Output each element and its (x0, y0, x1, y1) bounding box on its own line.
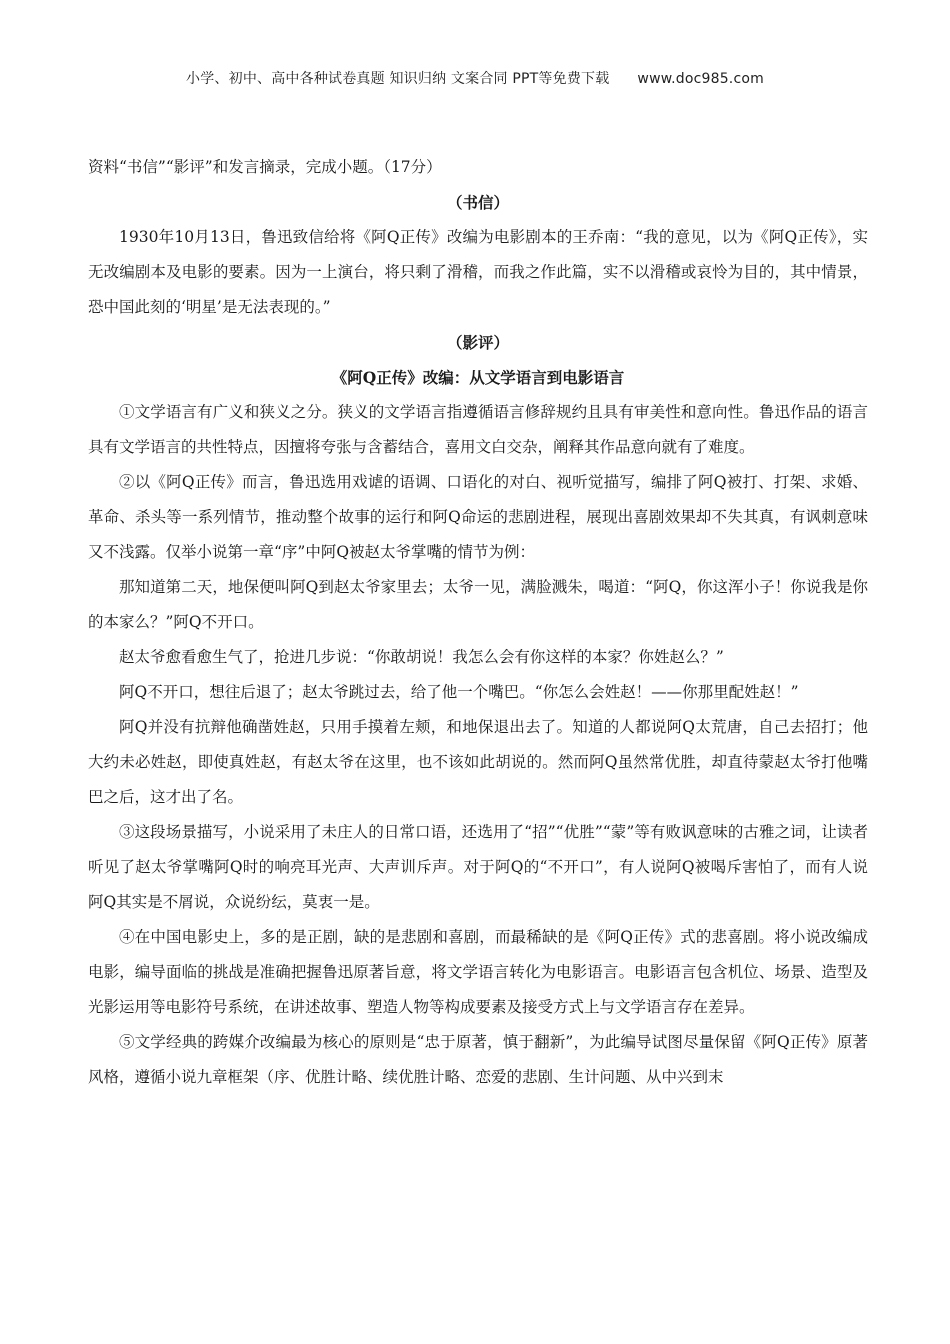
document-body (88, 150, 868, 1095)
review-paragraph-3: ③这段场景描写，小说采用了未庄人的日常口语，还选用了“招”“优胜”“蒙”等有败讽意味的古雅之词，让读者听见了赵太爷掌嘴阿Q时的响亮耳光声、大声训斥声。对于阿Q的“不开口”，有人说阿Q被喝斥害怕了，而有人说阿Q其实是不屑说，众说纷纭，莫衷一是。 (88, 823, 868, 911)
review-title: 《阿Q正传》改编：从文学语言到电影语言 (331, 368, 625, 387)
review-paragraph-4: ④在中国电影史上，多的是正剧，缺的是悲剧和喜剧，而最稀缺的是《阿Q正传》式的悲喜剧。将小说改编成电影，编导面临的挑战是准确把握鲁迅原著旨意，将文学语言转化为电影语言。电影语言包含机位、场景、造型及光影运用等电影符号系统，在讲述故事、塑造人物等构成要素及接受方式上与文学语言存在差异。 (88, 928, 868, 1016)
question-intro: 资料“书信”“影评”和发言摘录，完成小题。（17分） (88, 158, 442, 176)
quote-paragraph-4: 阿Q并没有抗辩他确凿姓赵，只用手摸着左颊，和地保退出去了。知道的人都说阿Q太荒唐，自己去招打；他大约未必姓赵，即使真姓赵，有赵太爷在这里，也不该如此胡说的。然而阿Q虽然常优胜，却直待蒙赵太爷打他嘴巴之后，这才出了名。 (88, 718, 868, 806)
page-header (0, 68, 950, 88)
letter-text: 1930年10月13日，鲁迅致信给将《阿Q正传》改编为电影剧本的王乔南：“我的意见，以为《阿Q正传》，实无改编剧本及电影的要素。因为一上演台，将只剩了滑稽，而我之作此篇，实不以滑稽或哀怜为目的，其中情景，恐中国此刻的‘明星’是无法表现的。” (88, 228, 868, 316)
review-paragraph-2: ②以《阿Q正传》而言，鲁迅选用戏谑的语调、口语化的对白、视听觉描写，编排了阿Q被打、打架、求婚、革命、杀头等一系列情节，推动整个故事的运行和阿Q命运的悲剧进程，展现出喜剧效果却不失其真，有讽刺意味又不浅露。仅举小说第一章“序”中阿Q被赵太爷掌嘴的情节为例： (88, 473, 868, 561)
review-heading: （影评） (446, 333, 509, 352)
quote-paragraph-2: 赵太爷愈看愈生气了，抢进几步说：“你敢胡说！我怎么会有你这样的本家？你姓赵么？” (119, 648, 724, 666)
header-site-link[interactable]: www.doc985.com (637, 71, 764, 87)
quote-paragraph-1: 那知道第二天，地保便叫阿Q到赵太爷家里去；太爷一见，满脸溅朱，喝道：“阿Q，你这浑小子！你说我是你的本家么？”阿Q不开口。 (88, 578, 868, 631)
review-paragraph-5: ⑤文学经典的跨媒介改编最为核心的原则是“忠于原著，慎于翻新”，为此编导试图尽量保留《阿Q正传》原著风格，遵循小说九章框架（序、优胜计略、续优胜计略、恋爱的悲剧、生计问题、从中兴到末 (88, 1033, 868, 1086)
review-paragraph-1: ①文学语言有广义和狭义之分。狭义的文学语言指遵循语言修辞规约且具有审美性和意向性。鲁迅作品的语言具有文学语言的共性特点，因擅将夸张与含蓄结合，喜用文白交杂，阐释其作品意向就有了难度。 (88, 403, 868, 456)
header-text: 小学、初中、高中各种试卷真题 知识归纳 文案合同 PPT等免费下载 (186, 71, 610, 87)
letter-heading: （书信） (446, 193, 509, 212)
quote-paragraph-3: 阿Q不开口，想往后退了；赵太爷跳过去，给了他一个嘴巴。“你怎么会姓赵！——你那里配姓赵！” (119, 683, 799, 701)
